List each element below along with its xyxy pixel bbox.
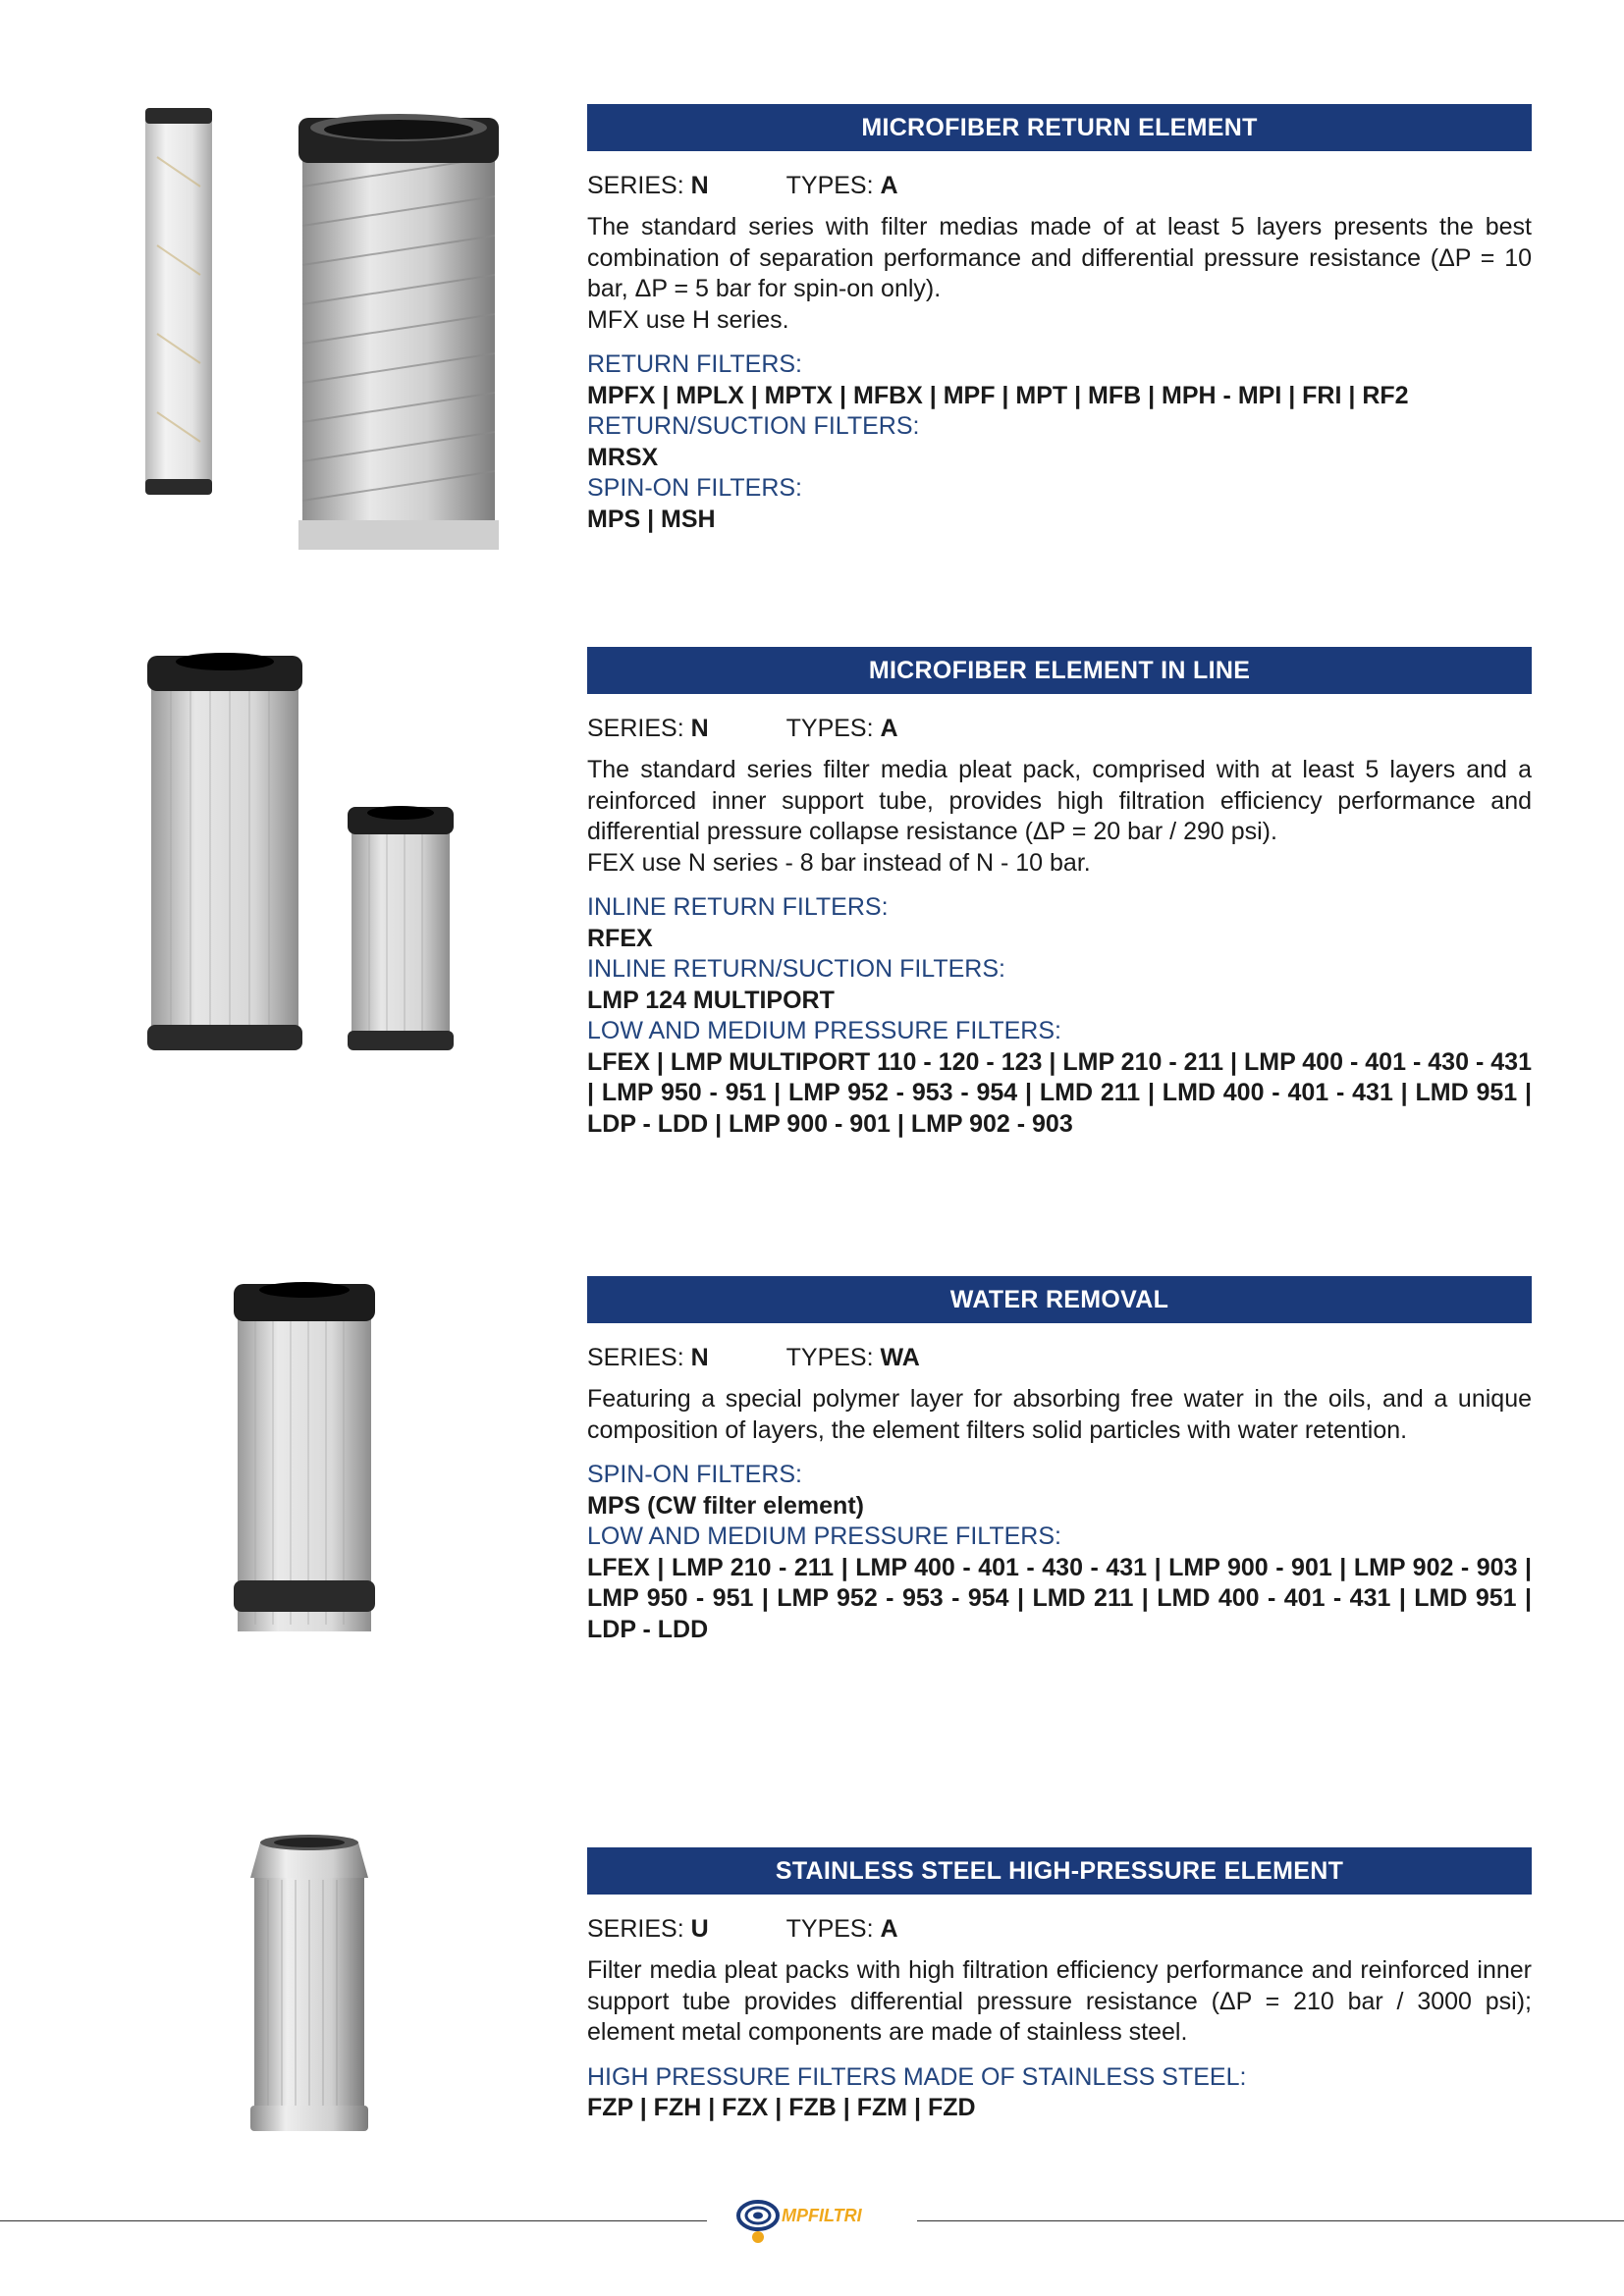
section-title: WATER REMOVAL [587,1276,1532,1323]
description-paragraph: Filter media pleat packs with high filtration efficiency performance and reinforced inner support tube provides differential pressure resistance (ΔP = 210 bar / 3000 psi); element metal components are made of stainless steel. [587,1956,1532,2046]
section-description [587,755,1532,879]
section-description [587,1955,1532,2049]
series-label: SERIES: [587,1344,684,1371]
filter-models: MRSX [587,443,659,471]
filter-category-label: SPIN-ON FILTERS: [587,474,803,502]
filter-models: MPFX | MPLX | MPTX | MFBX | MPF | MPT | MFB | MPH - MPI | FRI | RF2 [587,381,1409,409]
footer-divider-right [917,2220,1624,2221]
section-stainless-steel-high-pressure-element [587,1847,1532,2124]
microfiber-return-element-image [128,98,511,648]
footer-divider-left [0,2220,707,2221]
description-paragraph: The standard series filter media pleat pack, comprised with at least 5 layers and a reinforced inner support tube, provides high filtration efficiency performance and differential pressure collapse resistance (ΔP = 20 bar / 290 psi). [587,756,1532,845]
section-description [587,212,1532,336]
filter-category-label: HIGH PRESSURE FILTERS MADE OF STAINLESS STEEL: [587,2062,1247,2091]
filter-list [587,349,1532,535]
types-value: A [880,715,898,742]
description-paragraph: MFX use H series. [587,305,789,334]
filter-category-label: LOW AND MEDIUM PRESSURE FILTERS: [587,1017,1061,1044]
filter-models: RFEX [587,924,653,952]
mpfiltri-logo-icon [738,2202,778,2243]
series-label: SERIES: [587,715,684,742]
series-types-line [587,1912,1532,1946]
series-value: N [690,172,709,199]
types-label: TYPES: [785,1344,874,1371]
filter-models: LFEX | LMP MULTIPORT 110 - 120 - 123 | LMP 210 - 211 | LMP 400 - 401 - 430 - 431 | LMP 950 - 951 | LMP 952 - 953 - 954 | LMD 211 | LMD 400 - 401 - 431 | LMD 951 | LDP - LDD | LMP 900 - 901 | LMP 902 - 903 [587,1047,1532,1138]
section-microfiber-return-element [587,104,1532,535]
filter-category-label: INLINE RETURN/SUCTION FILTERS: [587,955,1005,983]
section-title: MICROFIBER RETURN ELEMENT [587,104,1532,151]
filter-models: LFEX | LMP 210 - 211 | LMP 400 - 401 - 430 - 431 | LMP 900 - 901 | LMP 902 - 903 | LMP 950 - 951 | LMP 952 - 953 - 954 | LMD 211 | LMD 400 - 401 - 431 | LMD 951 | LDP - LDD [587,1553,1532,1643]
section-title: STAINLESS STEEL HIGH-PRESSURE ELEMENT [587,1847,1532,1895]
types-value: WA [880,1344,920,1371]
description-paragraph: Featuring a special polymer layer for absorbing free water in the oils, and a unique composition of layers, the element filters solid particles with water retention. [587,1385,1532,1444]
section-water-removal [587,1276,1532,1645]
filter-category-label: RETURN/SUCTION FILTERS: [587,412,920,440]
types-label: TYPES: [785,1915,874,1943]
series-value: U [690,1915,709,1943]
types-label: TYPES: [785,715,874,742]
series-types-line [587,169,1532,202]
section-title: MICROFIBER ELEMENT IN LINE [587,647,1532,694]
filter-models: MPS (CW filter element) [587,1491,864,1520]
series-label: SERIES: [587,172,684,199]
types-label: TYPES: [785,172,874,199]
mpfiltri-logo [734,2194,892,2253]
series-value: N [690,1344,709,1371]
filter-list [587,1460,1532,1645]
filter-category-label: SPIN-ON FILTERS: [587,1461,803,1488]
types-value: A [880,172,898,199]
series-types-line [587,712,1532,745]
filter-list [587,2062,1532,2124]
microfiber-inline-element-image [137,648,471,1198]
series-value: N [690,715,709,742]
filter-list [587,892,1532,1140]
filter-category-label: LOW AND MEDIUM PRESSURE FILTERS: [587,1522,1061,1550]
filter-models: MPS | MSH [587,505,716,533]
description-paragraph: FEX use N series - 8 bar instead of N - 10 bar. [587,848,1091,877]
stainless-steel-element-image [241,1831,378,2223]
series-types-line [587,1341,1532,1374]
filter-models: FZP | FZH | FZX | FZB | FZM | FZD [587,2094,976,2121]
logo-text: MPFILTRI [782,2206,862,2225]
filter-category-label: RETURN FILTERS: [587,350,802,378]
series-label: SERIES: [587,1915,684,1943]
filter-category-label: INLINE RETURN FILTERS: [587,893,889,921]
types-value: A [880,1915,898,1943]
section-description [587,1384,1532,1446]
description-paragraph: The standard series with filter medias made of at least 5 layers presents the best combination of separation performance and differential pressure resistance (ΔP = 10 bar, ΔP = 5 bar for spin-on only). [587,213,1532,302]
section-microfiber-element-in-line [587,647,1532,1140]
filter-models: LMP 124 MULTIPORT [587,986,835,1014]
water-removal-element-image [226,1276,393,1767]
